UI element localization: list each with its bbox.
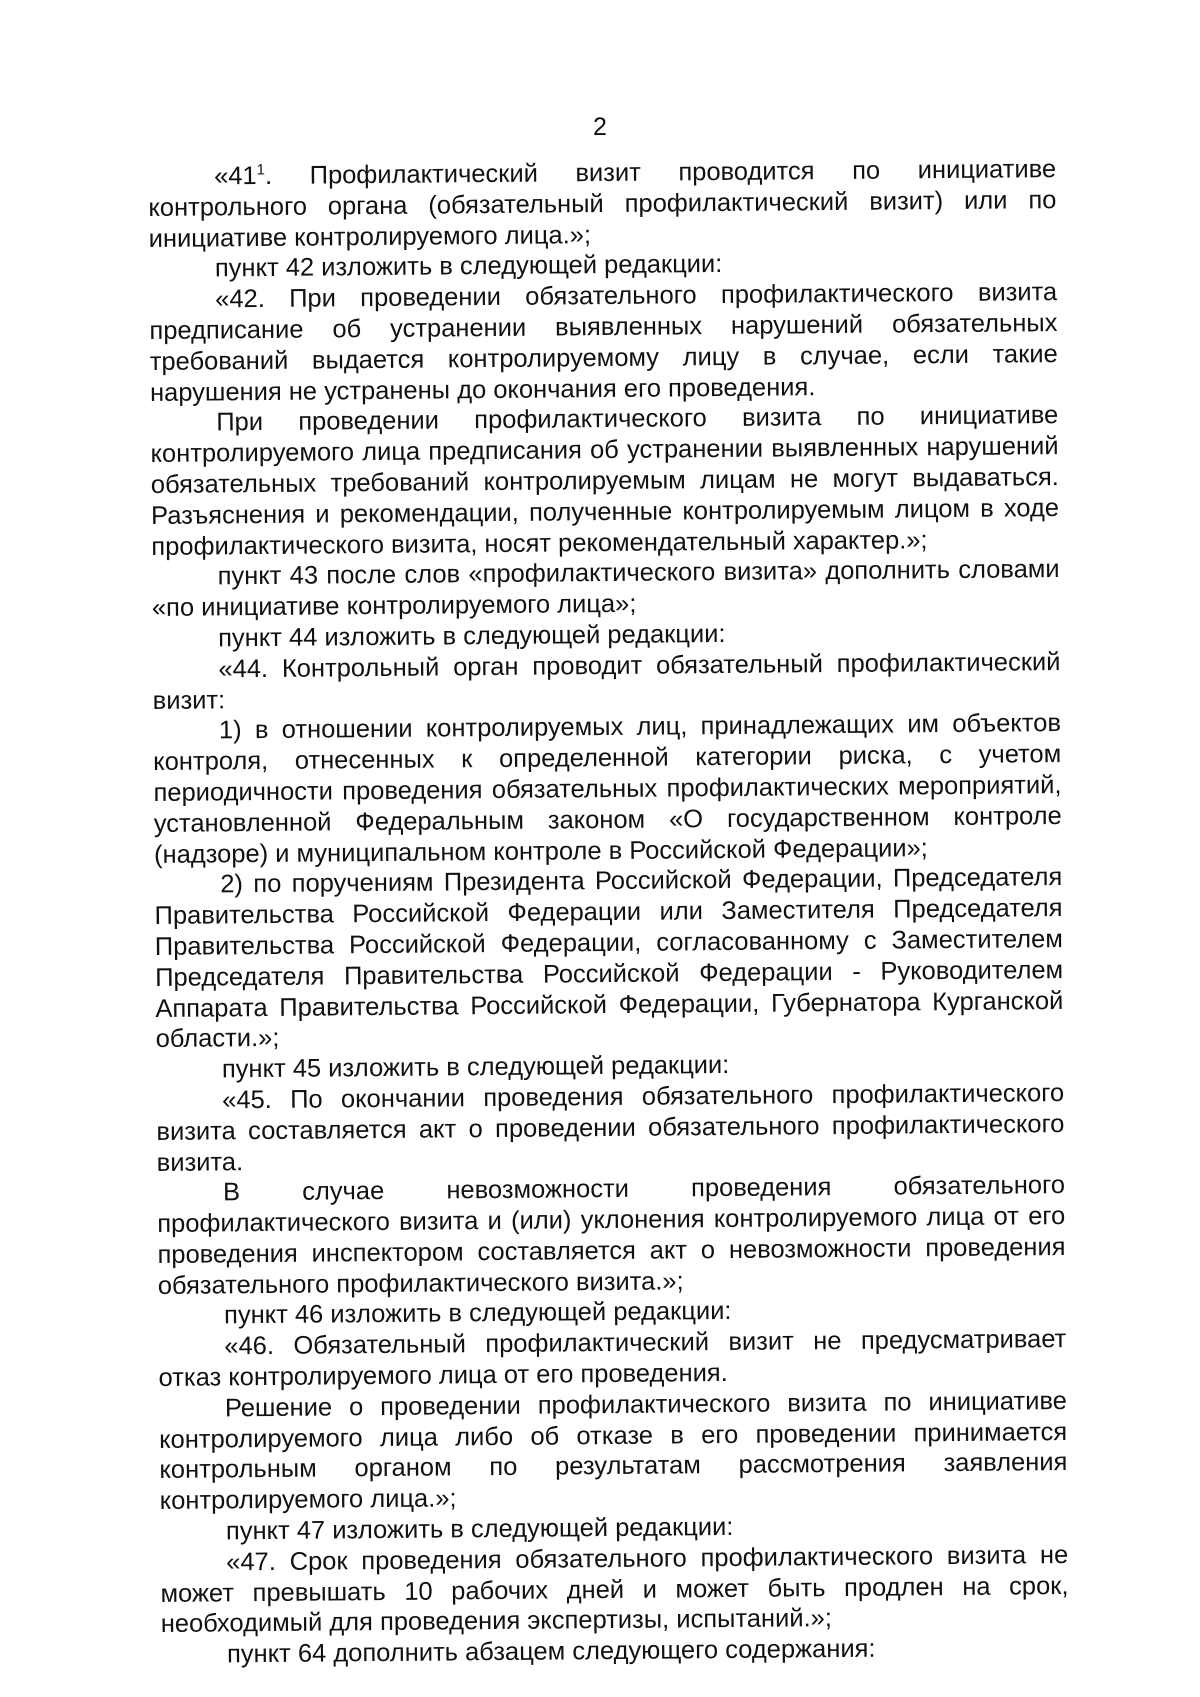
paragraph-44: «44. Контрольный орган проводит обязательный профилактический визит: xyxy=(152,647,1061,715)
paragraph-46-part-2: Решение о проведении профилактического визита по инициативе контролируемого лица либо об отказе в его проведении принимается контрольным органом по результатам рассмотрения заявления контролируемого лица.»; xyxy=(159,1386,1068,1516)
instruction-point-44: пункт 44 изложить в следующей редакции: xyxy=(218,619,726,653)
paragraph-41-1-rest: . Профилактический визит проводится по инициативе контрольного органа (обязательный профилактический визит) или по инициативе контролируемого лица.»; xyxy=(148,155,1057,253)
instruction-point-42: пункт 42 изложить в следующей редакции: xyxy=(214,250,723,283)
paragraph-42-part-2: При проведении профилактического визита по инициативе контролируемого лица предписания об устранении выявленных нарушений обязательных требований контролируемым лицам не могут выдаваться. Разъяснения и рекомендации, полученные контролируемым лицом в ходе профилактического визита, носят рекомендательный характер.»; xyxy=(150,401,1060,561)
superscript-one: 1 xyxy=(256,161,266,179)
paragraph-46: «46. Обязательный профилактический визит не предусматривает отказ контролируемого лица от его проведения. xyxy=(158,1325,1067,1393)
instruction-point-43: пункт 43 после слов «профилактического визита» дополнить словами «по инициативе контролируемого лица»; xyxy=(151,555,1060,623)
paragraph-45-part-2: В случае невозможности проведения обязательного профилактического визита и (или) уклонения контролируемого лица от его проведения инспектором составляется акт о невозможности проведения обязательного профилактического визита.»; xyxy=(157,1171,1066,1300)
paragraph-44-item-1: 1) в отношении контролируемых лиц, принадлежащих им объектов контроля, отнесенных к определенной категории риска, с учетом периодичности проведения обязательных профилактических мероприятий, установленной Федеральным законом «О государственном контроле (надзоре) и муниципальном контроле в Российской Федерации»; xyxy=(153,709,1062,869)
instruction-point-64: пункт 64 дополнить абзацем следующего содержания: xyxy=(226,1634,876,1669)
paragraph-41-1 xyxy=(148,154,1057,254)
paragraph-42: «42. При проведении обязательного профилактического визита предписание об устранении выявленных нарушений обязательных требований выдается контролируемому лицу в случае, если такие нарушения не устранены до окончания его проведения. xyxy=(149,278,1058,407)
instruction-point-46: пункт 46 изложить в следующей редакции: xyxy=(223,1297,732,1330)
page-number: 2 xyxy=(593,113,607,141)
paragraph-45: «45. По окончании проведения обязательного профилактического визита составляется акт о проведении обязательного профилактического визита. xyxy=(156,1078,1065,1177)
paragraph-47: «47. Срок проведения обязательного профилактического визита не может превышать 10 рабочих дней и может быть продлен на срок, необходимый для проведения экспертизы, испытаний.»; xyxy=(160,1540,1069,1639)
instruction-point-45: пункт 45 изложить в следующей редакции: xyxy=(221,1051,730,1084)
instruction-point-47: пункт 47 изложить в следующей редакции: xyxy=(225,1513,734,1546)
paragraph-41-1-start: «41 xyxy=(214,162,257,191)
paragraph-44-item-2: 2) по поручениям Президента Российской Федерации, Председателя Правительства Российской Федерации или Заместителя Председателя Правительства Российской Федерации, согласованному с Заместителем Председателя Правительства Российской Федерации - Руководителем Аппарата Правительства Российской Федерации, Губернатора Курганской области.»; xyxy=(154,863,1064,1054)
document-body xyxy=(148,154,1069,1671)
